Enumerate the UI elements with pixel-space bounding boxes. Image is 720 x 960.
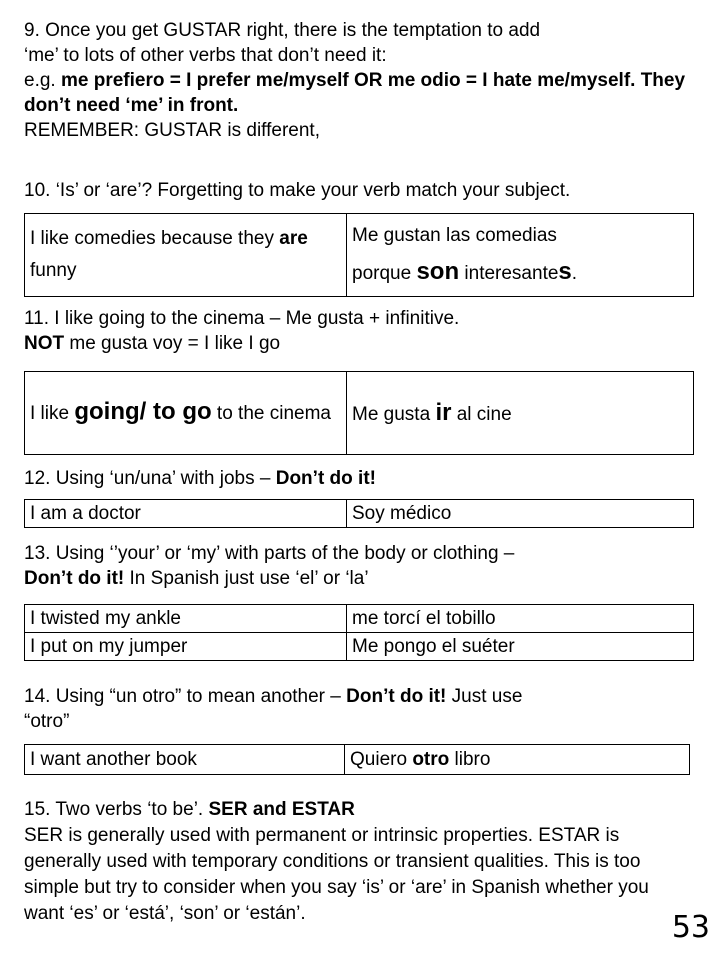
item-15	[24, 797, 684, 927]
item-15-heading: 15. Two verbs ‘to be’. SER and ESTAR	[24, 799, 355, 820]
table-cell: Quiero otro libro	[345, 745, 690, 775]
table-cell: Me pongo el suéter	[347, 633, 694, 661]
item-10-table	[24, 213, 694, 297]
item-14-line2: “otro”	[24, 711, 70, 732]
table-cell: I put on my jumper	[25, 633, 347, 661]
item-13-line1: 13. Using ‘’your’ or ‘my’ with parts of the body or clothing –	[24, 543, 515, 564]
item-11-right-cell: Me gusta ir al cine	[347, 372, 694, 455]
table-cell: I twisted my ankle	[25, 605, 347, 633]
item-14	[24, 684, 700, 734]
item-9-example: e.g. me prefiero = I prefer me/myself OR me odio = I hate me/myself. They don’t need ‘me’ in front.	[24, 70, 686, 116]
item-9-line1: 9. Once you get GUSTAR right, there is the temptation to add	[24, 20, 541, 41]
item-12-table	[24, 499, 694, 528]
item-11-left-cell: I like going/ to go to the cinema	[25, 372, 347, 455]
item-9	[24, 18, 700, 143]
item-13-line2: Don’t do it! In Spanish just use ‘el’ or ‘la’	[24, 568, 369, 589]
table-cell: I am a doctor	[25, 500, 347, 528]
item-11	[24, 306, 700, 356]
item-11-line1: 11. I like going to the cinema – Me gusta + infinitive.	[24, 308, 460, 329]
item-9-line2: ‘me’ to lots of other verbs that don’t need it:	[24, 45, 387, 66]
item-10-left-cell: I like comedies because they are funny	[25, 214, 347, 297]
item-9-example-bold: me prefiero = I prefer me/myself OR me odio = I hate me/myself. They don’t need ‘me’ in front.	[24, 70, 686, 116]
table-cell: I want another book	[25, 745, 345, 775]
item-13-table	[24, 604, 694, 661]
item-12-heading: 12. Using ‘un/una’ with jobs – Don’t do it!	[24, 468, 376, 489]
item-10-heading: 10. ‘Is’ or ‘are’? Forgetting to make your verb match your subject.	[24, 180, 571, 201]
item-11-table	[24, 371, 694, 455]
page-number: 53	[671, 910, 710, 945]
item-15-body: SER is generally used with permanent or intrinsic properties. ESTAR is generally used with temporary conditions or transient qualities. This is too simple but try to consider when you say ‘is’ or ‘are’ in Spanish whether you want ‘es’ or ‘está’, ‘son’ or ‘están’.	[24, 825, 649, 924]
item-9-remember: REMEMBER: GUSTAR is different,	[24, 120, 320, 141]
item-13	[24, 541, 700, 591]
item-14-table	[24, 744, 690, 775]
item-14-line1: 14. Using “un otro” to mean another – Don’t do it! Just use	[24, 686, 523, 707]
item-11-line2: NOT me gusta voy = I like I go	[24, 333, 281, 354]
item-10-right-cell: Me gustan las comedias porque son interesantes.	[347, 214, 694, 297]
table-cell: me torcí el tobillo	[347, 605, 694, 633]
table-cell: Soy médico	[347, 500, 694, 528]
